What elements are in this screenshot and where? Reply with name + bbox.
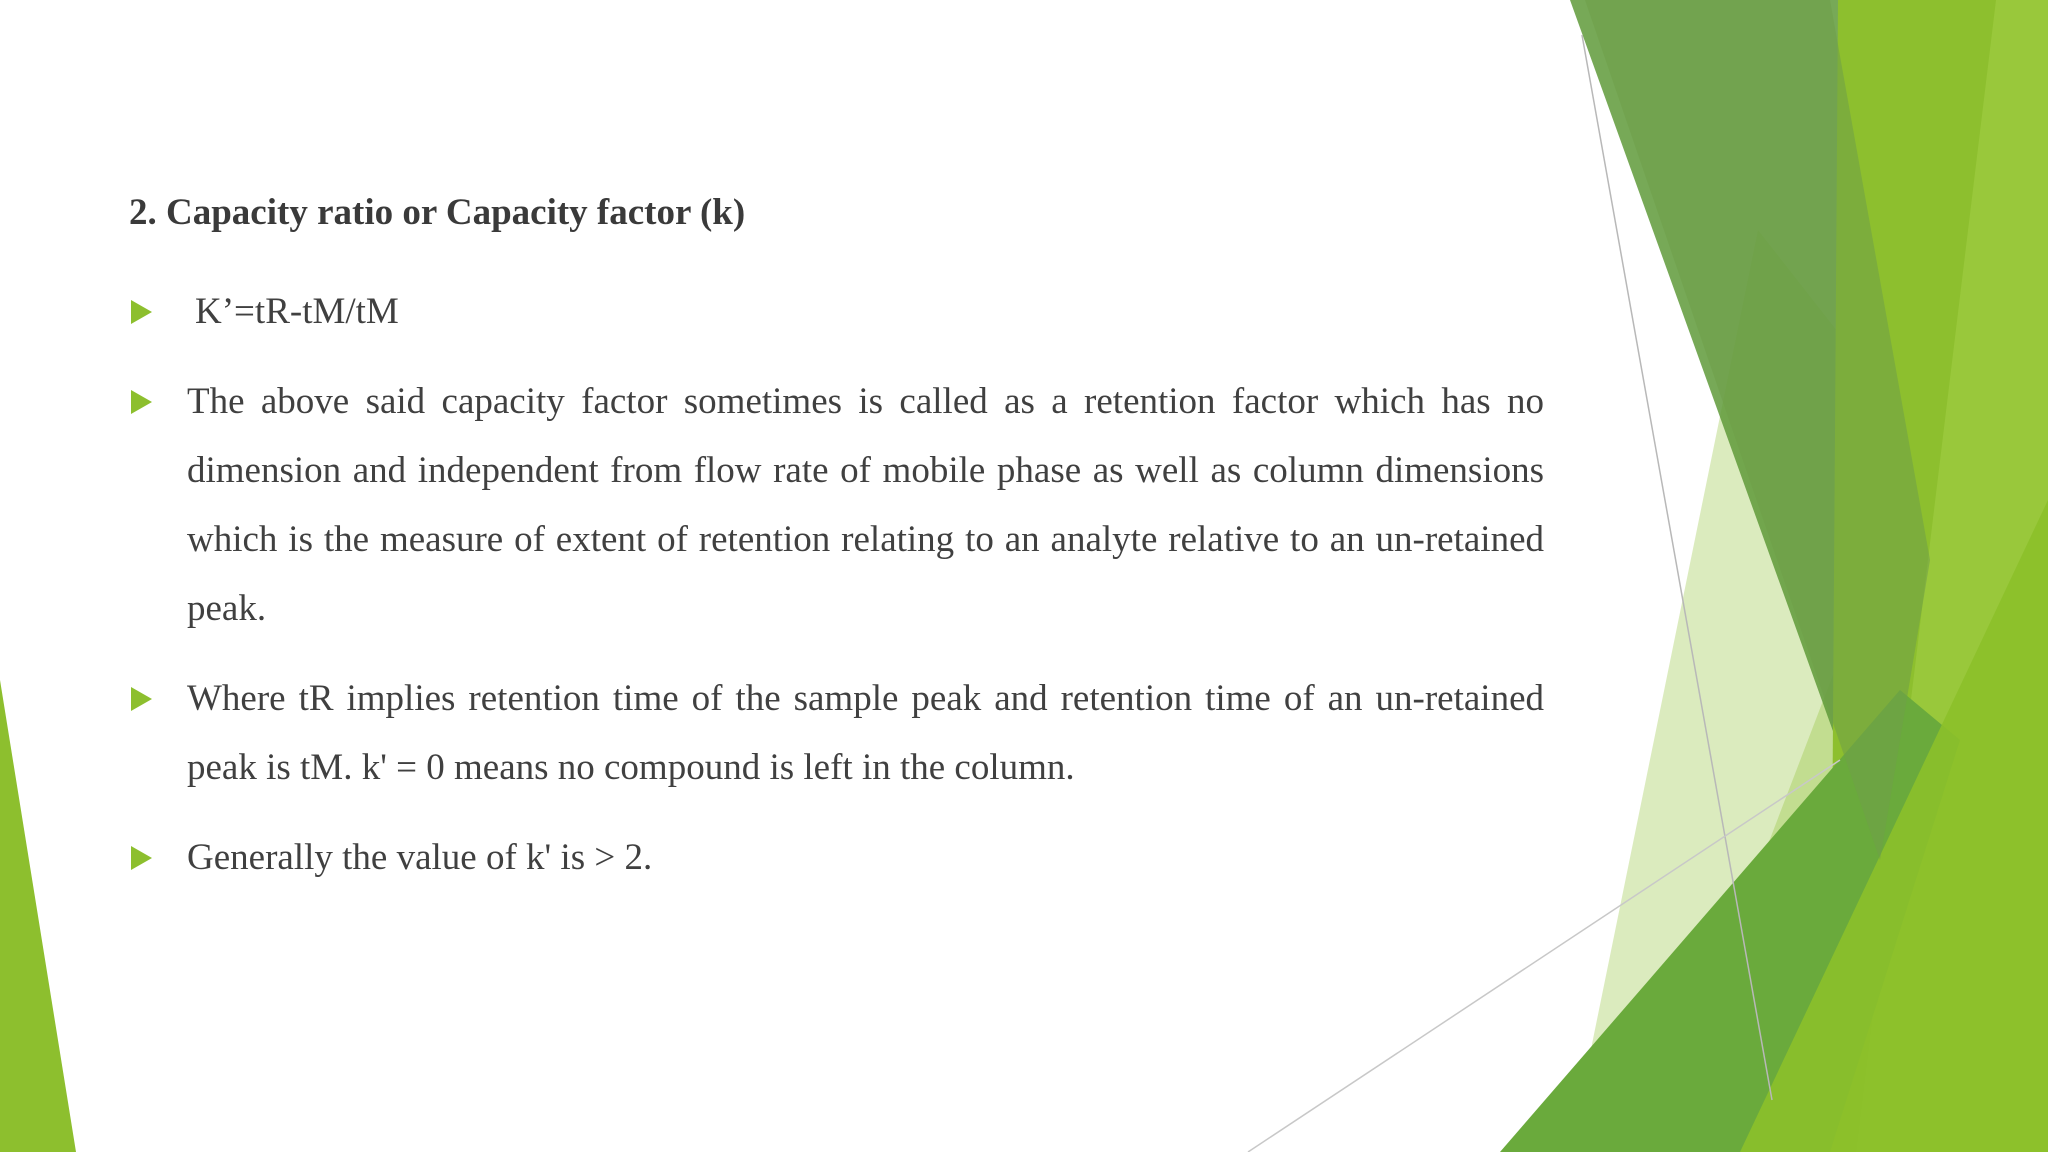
bullet-item: [129, 277, 1544, 346]
slide-content: [129, 186, 1544, 913]
play-triangle-icon: [131, 300, 152, 324]
play-triangle-icon: [131, 390, 152, 414]
bullet-item: [129, 664, 1544, 802]
bullet-text: K’=tR-tM/tM: [195, 291, 399, 332]
bullet-text: Where tR implies retention time of the sample peak and retention time of an un-retained peak is tM. k' = 0 means no compound is left in the column.: [187, 678, 1544, 788]
bullet-text: Generally the value of k' is > 2.: [187, 837, 653, 878]
play-triangle-icon: [131, 846, 152, 870]
bullet-text: The above said capacity factor sometimes is called as a retention factor which has no dimension and independent from flow rate of mobile phase as well as column dimensions which is the measure of extent of retention relating to an analyte relative to an un-retained peak.: [187, 381, 1544, 629]
bullet-item: [129, 367, 1544, 643]
left-green-sliver-shape: [0, 680, 76, 1152]
play-triangle-icon: [131, 687, 152, 711]
slide-heading: 2. Capacity ratio or Capacity factor (k): [129, 192, 746, 233]
bullet-item: [129, 823, 1544, 892]
